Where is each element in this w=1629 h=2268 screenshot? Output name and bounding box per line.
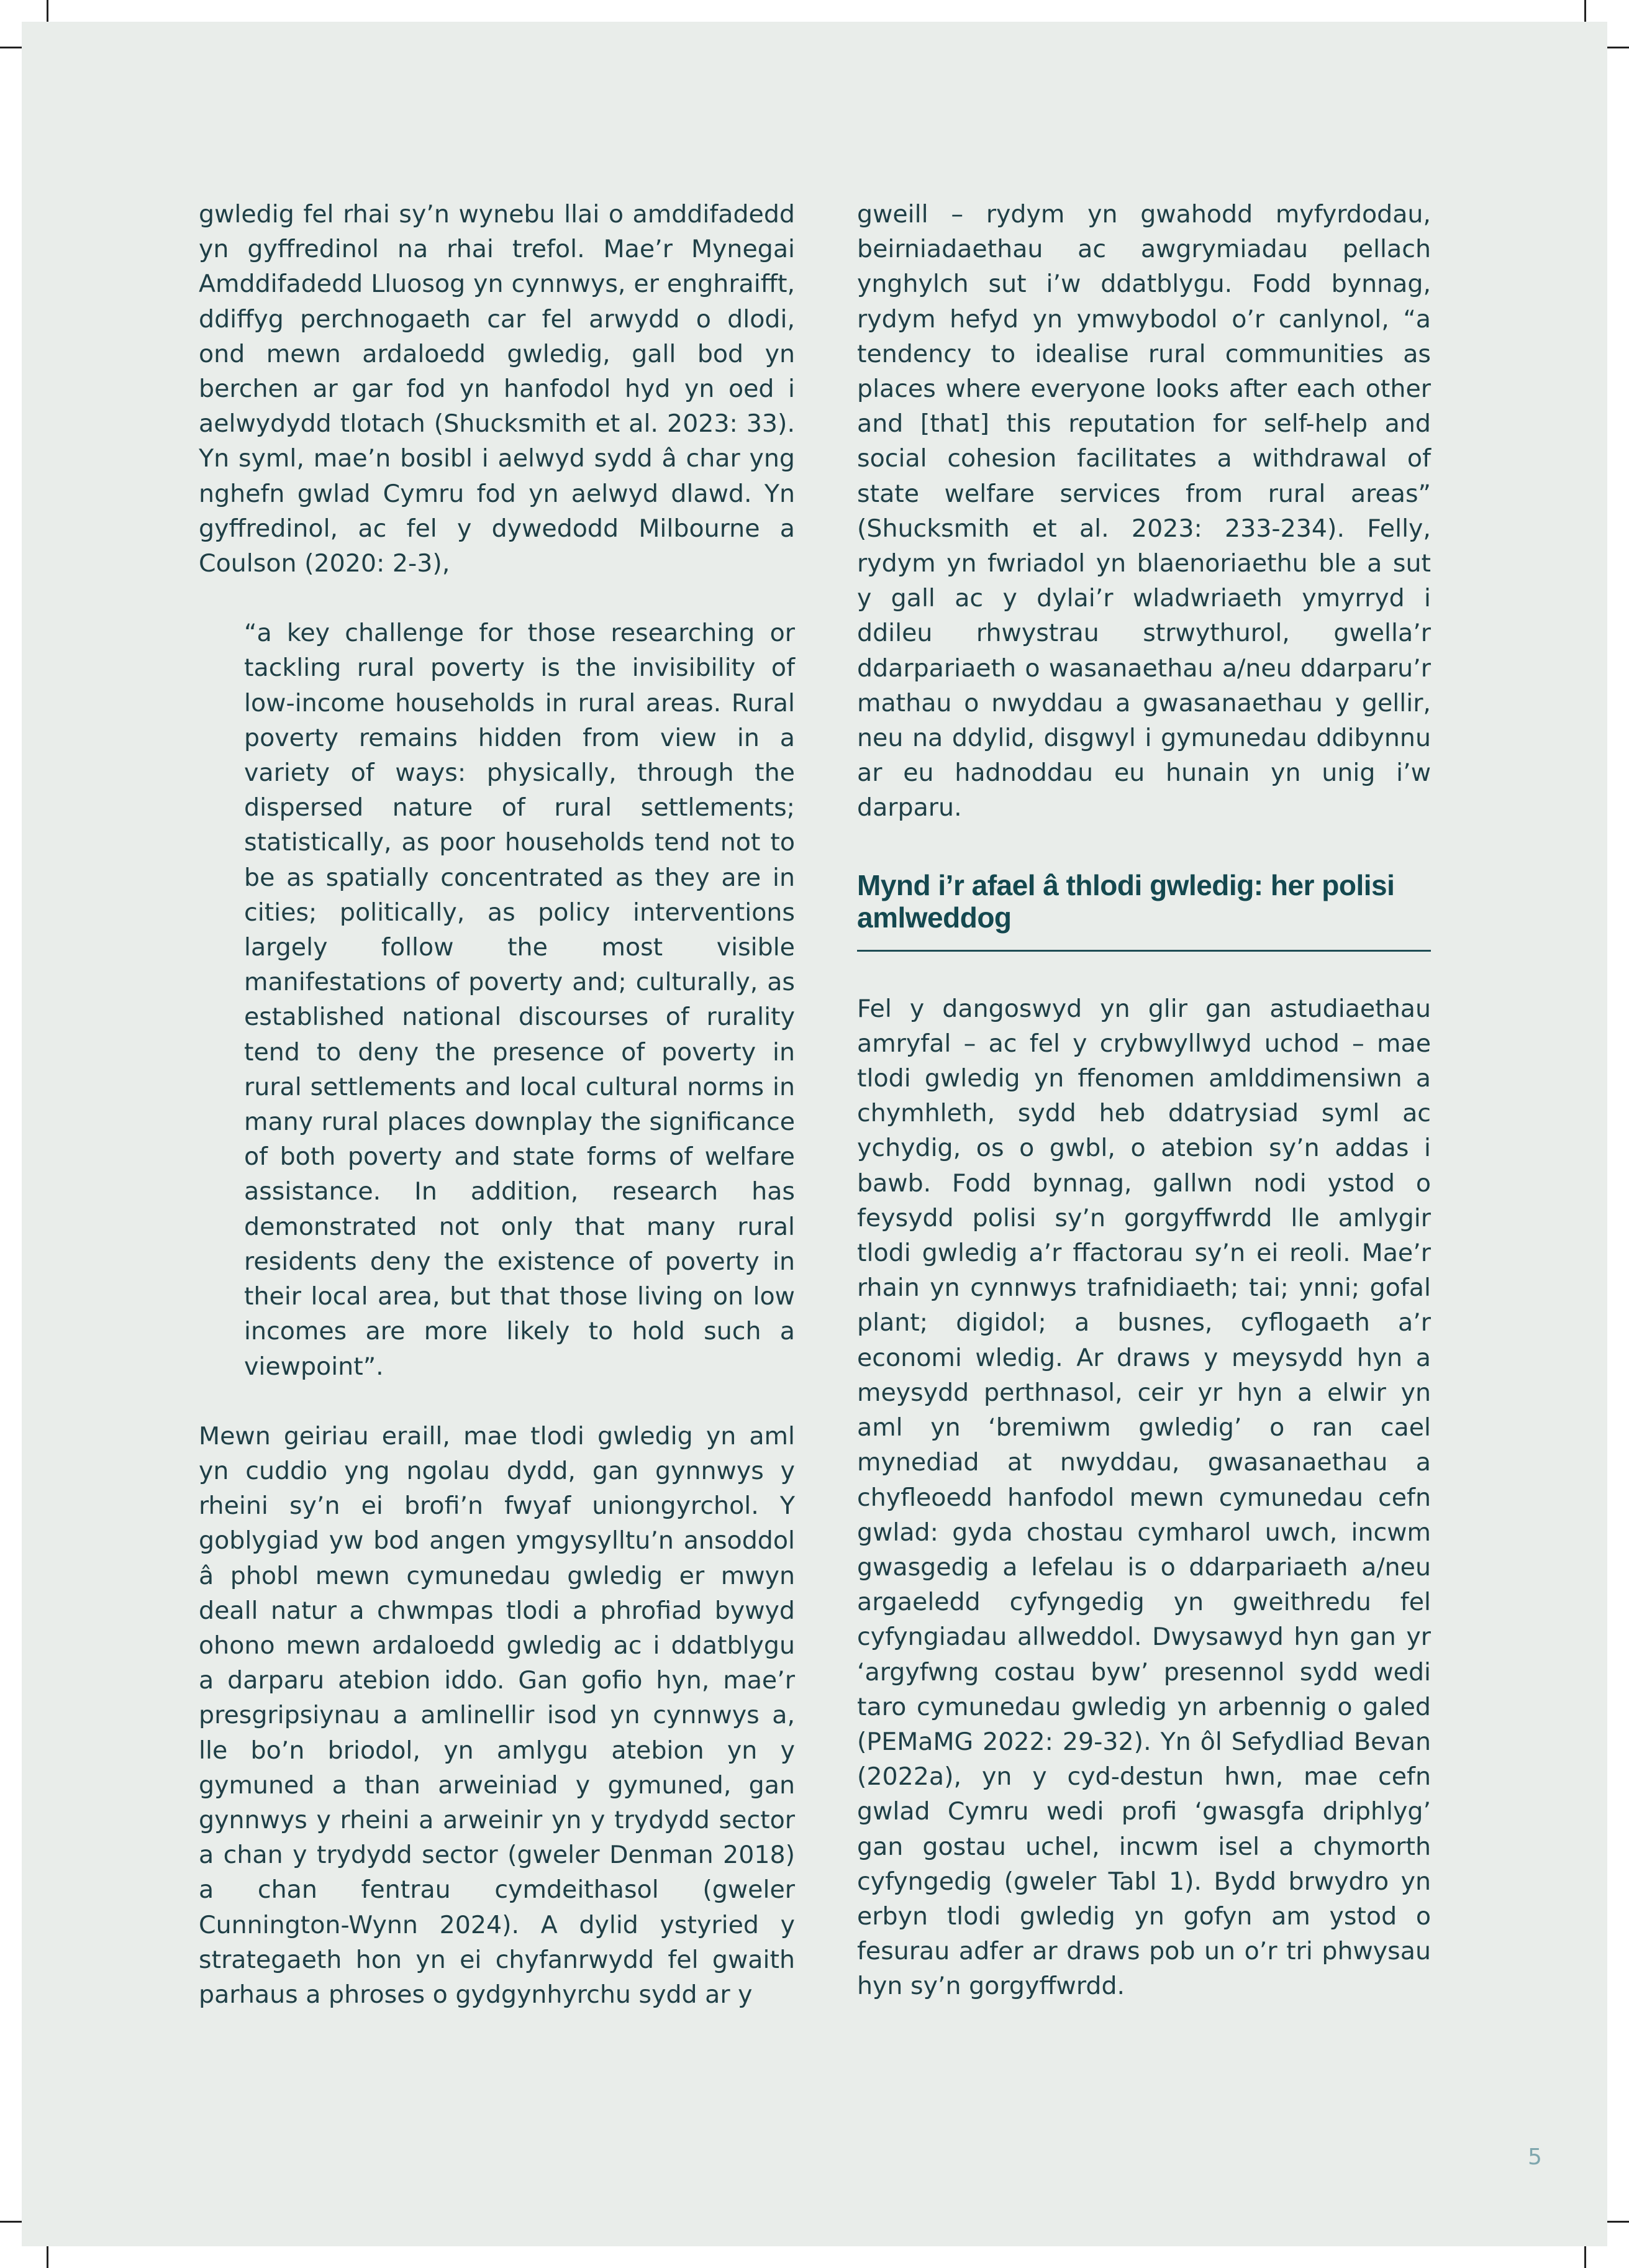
crop-mark-bottom-left-horizontal — [0, 2221, 22, 2223]
page-number: 5 — [1528, 2144, 1542, 2170]
right-paragraph-1: gweill – rydym yn gwahodd myfyrdodau, beirniadaethau ac awgrymiadau pellach ynghylch sut i’w ddatblygu. Fodd bynnag, rydym hefyd yn ymwybodol o’r canlynol, “a tendency to idealise rural communities as places where everyone looks after each other and [that] this reputation for self-help and social cohesion facilitates a withdrawal of state welfare services from rural areas” (Shucksmith et al. 2023: 233-234). Felly, rydym yn fwriadol yn blaenoriaethu ble a sut y gall ac y dylai’r wladwriaeth ymyrryd i ddileu rhwystrau strwythurol, gwella’r ddarpariaeth o wasanaethau a/neu ddarparu’r mathau o nwyddau a gwasanaethau y gellir, neu na ddylid, disgwyl i gymunedau ddibynnu ar eu hadnoddau eu hunain yn unig i’w darparu. — [857, 200, 1431, 822]
left-column — [199, 197, 795, 2012]
crop-mark-bottom-right-vertical — [1584, 2246, 1586, 2268]
crop-mark-top-right-vertical — [1584, 0, 1586, 22]
crop-mark-top-left-vertical — [47, 0, 48, 22]
right-column — [857, 197, 1431, 2004]
section-heading: Mynd i’r afael â thlodi gwledig: her polisi amlweddog — [857, 868, 1395, 934]
block-quote: “a key challenge for those researching or tackling rural poverty is the invisibility of low-income households in rural areas. Rural poverty remains hidden from view in a variety of ways: physically, through the dispersed nature of rural settlements; statistically, as poor households tend not to be as spatially concentrated as they are in cities; politically, as policy interventions largely follow the most visible manifestations of poverty and; culturally, as established national discourses of rurality tend to deny the presence of poverty in rural settlements and local cultural norms in many rural places downplay the significance of both poverty and state forms of welfare assistance. In addition, research has demonstrated not only that many rural residents deny the existence of poverty in their local area, but that those living on low incomes are more likely to hold such a viewpoint”. — [244, 619, 795, 1381]
crop-mark-bottom-right-horizontal — [1607, 2221, 1629, 2223]
right-paragraph-2: Fel y dangoswyd yn glir gan astudiaethau amryfal – ac fel y crybwyllwyd uchod – mae tlodi gwledig yn ffenomen amlddimensiwn a chymhleth, sydd heb ddatrysiad syml ac ychydig, os o gwbl, o atebion sy’n addas i bawb. Fodd bynnag, gallwn nodi ystod o feysydd polisi sy’n gorgyffwrdd lle amlygir tlodi gwledig a’r ffactorau sy’n ei reoli. Mae’r rhain yn cynnwys trafnidiaeth; tai; ynni; gofal plant; digidol; a busnes, cyflogaeth a’r economi wledig. Ar draws y meysydd hyn a meysydd perthnasol, ceir yr hyn a elwir yn aml yn ‘bremiwm gwledig’ o ran cael mynediad at nwyddau, gwasanaethau a chyfleoedd hanfodol mewn cymunedau cefn gwlad: gyda chostau cymharol uwch, incwm gwasgedig a lefelau is o ddarpariaeth a/neu argaeledd cyfyngedig yn gweithredu fel cyfyngiadau allweddol. Dwysawyd hyn gan yr ‘argyfwng costau byw’ presennol sydd wedi taro cymunedau gwledig yn arbennig o galed (PEMaMG 2022: 29-32). Yn ôl Sefydliad Bevan (2022a), yn y cyd-destun hwn, mae cefn gwlad Cymru wedi profi ‘gwasgfa driphlyg’ gan gostau uchel, incwm isel a chymorth cyfyngedig (gweler Tabl 1). Bydd brwydro yn erbyn tlodi gwledig yn gofyn am ystod o fesurau adfer ar draws pob un o’r tri phwysau hyn sy’n gorgyffwrdd. — [857, 994, 1431, 2001]
crop-mark-top-left-horizontal — [0, 47, 22, 48]
left-paragraph-2: Mewn geiriau eraill, mae tlodi gwledig yn aml yn cuddio yng ngolau dydd, gan gynnwys y rheini sy’n ei brofi’n fwyaf uniongyrchol. Y goblygiad yw bod angen ymgysylltu’n ansoddol â phobl mewn cymunedau gwledig er mwyn deall natur a chwmpas tlodi a phrofiad bywyd ohono mewn ardaloedd gwledig ac i ddatblygu a darparu atebion iddo. Gan gofio hyn, mae’r presgripsiynau a amlinellir isod yn cynnwys a, lle bo’n briodol, yn amlygu atebion yn y gymuned a than arweiniad y gymuned, gan gynnwys y rheini a arweinir yn y trydydd sector a chan y trydydd sector (gweler Denman 2018) a chan fentrau cymdeithasol (gweler Cunnington-Wynn 2024). A dylid ystyried y strategaeth hon yn ei chyfanrwydd fel gwaith parhaus a phroses o gydgynhyrchu sydd ar y — [199, 1421, 795, 2009]
left-paragraph-1: gwledig fel rhai sy’n wynebu llai o amddifadedd yn gyffredinol na rhai trefol. Mae’r Mynegai Amddifadedd Lluosog yn cynnwys, er enghraifft, ddiffyg perchnogaeth car fel arwydd o dlodi, ond mewn ardaloedd gwledig, gall bod yn berchen ar gar fod yn hanfodol hyd yn oed i aelwydydd tlotach (Shucksmith et al. 2023: 33). Yn syml, mae’n bosibl i aelwyd sydd â char yng nghefn gwlad Cymru fod yn aelwyd dlawd. Yn gyffredinol, ac fel y dywedodd Milbourne a Coulson (2020: 2-3), — [199, 200, 795, 578]
crop-mark-top-right-horizontal — [1607, 47, 1629, 48]
crop-mark-bottom-left-vertical — [47, 2246, 48, 2268]
heading-divider — [857, 950, 1431, 952]
